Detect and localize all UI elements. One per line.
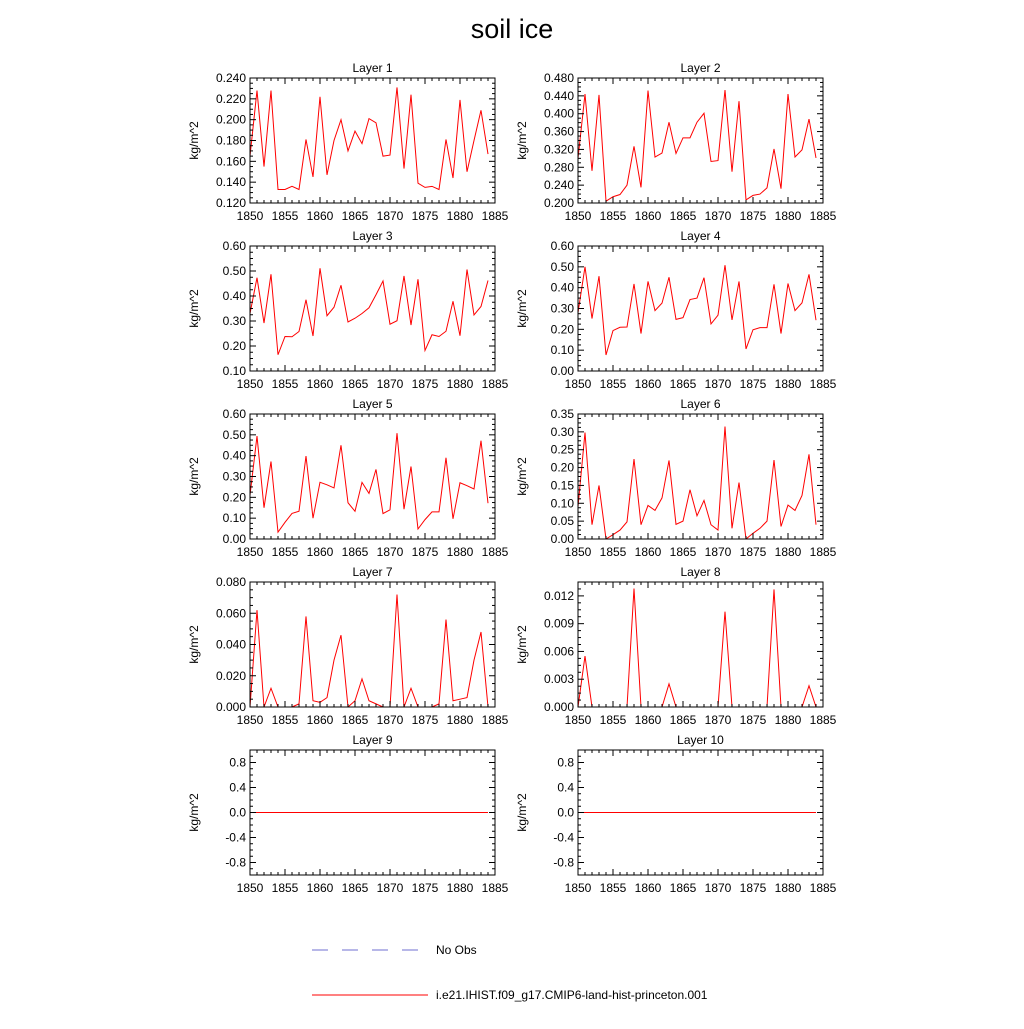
x-tick-label: 1850	[236, 881, 264, 895]
y-tick-label: 0.320	[543, 142, 574, 157]
x-tick-label: 1850	[236, 209, 264, 223]
y-tick-label: 0.003	[543, 672, 574, 687]
panel-title: Layer 10	[677, 733, 724, 747]
x-tick-label: 1870	[704, 881, 732, 895]
x-tick-label: 1880	[774, 713, 802, 727]
legend-label: i.e21.IHIST.f09_g17.CMIP6-land-hist-princeton.001	[436, 988, 708, 1002]
series-line	[578, 427, 816, 540]
y-tick-label: 0.30	[550, 301, 574, 316]
y-tick-label: 0.480	[543, 71, 574, 85]
x-tick-label: 1885	[809, 713, 837, 727]
y-tick-label: 0.10	[222, 511, 246, 526]
x-tick-label: 1860	[634, 545, 662, 559]
x-tick-label: 1855	[271, 881, 299, 895]
y-tick-label: 0.012	[543, 588, 574, 603]
series-line	[250, 595, 488, 708]
y-tick-label: 0.360	[543, 124, 574, 139]
y-tick-label: 0.00	[550, 364, 574, 378]
y-tick-label: 0.220	[215, 91, 246, 106]
y-tick-label: 0.05	[550, 514, 574, 529]
panel-1	[187, 61, 509, 223]
y-axis-label: kg/m^2	[515, 289, 529, 328]
y-tick-label: 0.60	[550, 239, 574, 253]
y-tick-label: 0.0	[229, 805, 246, 820]
y-tick-label: -0.8	[225, 855, 246, 870]
y-tick-label: 0.50	[550, 259, 574, 274]
y-tick-label: 0.40	[222, 448, 246, 463]
x-tick-label: 1860	[306, 713, 334, 727]
x-tick-label: 1880	[774, 377, 802, 391]
y-tick-label: 0.25	[550, 442, 574, 457]
y-tick-label: 0.400	[543, 106, 574, 121]
y-tick-label: 0.160	[215, 154, 246, 169]
panel-10	[515, 733, 837, 895]
x-tick-label: 1865	[341, 545, 369, 559]
x-tick-label: 1860	[634, 209, 662, 223]
x-tick-label: 1865	[341, 377, 369, 391]
x-tick-label: 1870	[376, 377, 404, 391]
x-tick-label: 1855	[271, 545, 299, 559]
x-tick-label: 1885	[809, 545, 837, 559]
plot-frame	[578, 78, 823, 203]
y-tick-label: 0.50	[222, 427, 246, 442]
plot-frame	[250, 246, 495, 371]
y-tick-label: 0.280	[543, 160, 574, 175]
y-tick-label: 0.20	[550, 460, 574, 475]
y-tick-label: -0.4	[553, 830, 574, 845]
series-line	[578, 265, 816, 355]
panel-title: Layer 8	[680, 565, 721, 579]
x-tick-label: 1855	[599, 377, 627, 391]
x-tick-label: 1850	[564, 881, 592, 895]
figure-title: soil ice	[470, 14, 554, 44]
x-tick-label: 1855	[599, 545, 627, 559]
y-tick-label: 0.10	[550, 343, 574, 358]
panel-title: Layer 2	[680, 61, 721, 75]
x-tick-label: 1855	[599, 881, 627, 895]
x-tick-label: 1875	[739, 545, 767, 559]
legend	[312, 943, 708, 1002]
panel-6	[515, 397, 837, 559]
y-tick-label: 0.8	[557, 755, 574, 770]
panel-5	[187, 397, 509, 559]
x-tick-label: 1880	[446, 545, 474, 559]
x-tick-label: 1860	[634, 713, 662, 727]
y-tick-label: 0.30	[222, 314, 246, 328]
y-tick-label: -0.8	[553, 855, 574, 870]
y-tick-label: 0.140	[215, 175, 246, 190]
y-tick-label: 0.240	[215, 71, 246, 85]
plot-frame	[250, 582, 495, 707]
x-tick-label: 1850	[564, 377, 592, 391]
x-tick-label: 1875	[739, 713, 767, 727]
x-tick-label: 1865	[341, 713, 369, 727]
x-tick-label: 1865	[341, 881, 369, 895]
x-tick-label: 1875	[411, 713, 439, 727]
y-tick-label: 0.50	[222, 264, 246, 278]
panel-4	[515, 229, 837, 391]
x-tick-label: 1850	[236, 545, 264, 559]
x-tick-label: 1860	[306, 881, 334, 895]
y-tick-label: 0.180	[215, 133, 246, 148]
series-line	[250, 433, 488, 532]
x-tick-label: 1870	[376, 881, 404, 895]
y-tick-label: 0.10	[222, 364, 246, 378]
panel-7	[187, 565, 509, 727]
y-tick-label: 0.4	[557, 780, 574, 795]
panel-title: Layer 1	[352, 61, 393, 75]
y-axis-label: kg/m^2	[187, 625, 201, 664]
x-tick-label: 1855	[271, 377, 299, 391]
y-tick-label: -0.4	[225, 830, 246, 845]
x-tick-label: 1880	[446, 377, 474, 391]
x-tick-label: 1860	[634, 881, 662, 895]
y-tick-label: 0.30	[550, 424, 574, 439]
x-tick-label: 1855	[599, 209, 627, 223]
x-tick-label: 1885	[809, 881, 837, 895]
x-tick-label: 1860	[634, 377, 662, 391]
series-line	[578, 588, 816, 707]
x-tick-label: 1870	[704, 545, 732, 559]
panel-title: Layer 5	[352, 397, 393, 411]
x-tick-label: 1870	[704, 209, 732, 223]
y-tick-label: 0.080	[215, 575, 246, 589]
x-tick-label: 1885	[481, 545, 509, 559]
y-tick-label: 0.440	[543, 88, 574, 103]
x-tick-label: 1865	[669, 713, 697, 727]
x-tick-label: 1870	[376, 713, 404, 727]
y-tick-label: 0.8	[229, 755, 246, 770]
x-tick-label: 1850	[564, 209, 592, 223]
y-axis-label: kg/m^2	[187, 793, 201, 832]
x-tick-label: 1875	[411, 545, 439, 559]
y-tick-label: 0.30	[222, 469, 246, 484]
series-line	[250, 268, 488, 355]
x-tick-label: 1865	[669, 209, 697, 223]
x-tick-label: 1885	[809, 377, 837, 391]
x-tick-label: 1865	[669, 377, 697, 391]
y-axis-label: kg/m^2	[515, 457, 529, 496]
panel-8	[515, 565, 837, 727]
x-tick-label: 1850	[236, 377, 264, 391]
x-tick-label: 1865	[669, 881, 697, 895]
y-tick-label: 0.35	[550, 407, 574, 421]
x-tick-label: 1880	[774, 545, 802, 559]
x-tick-label: 1860	[306, 545, 334, 559]
panel-title: Layer 3	[352, 229, 393, 243]
y-tick-label: 0.060	[215, 606, 246, 621]
x-tick-label: 1860	[306, 209, 334, 223]
y-tick-label: 0.0	[557, 805, 574, 820]
x-tick-label: 1875	[411, 209, 439, 223]
x-tick-label: 1870	[704, 377, 732, 391]
x-tick-label: 1880	[446, 713, 474, 727]
y-axis-label: kg/m^2	[187, 457, 201, 496]
series-line	[578, 90, 816, 201]
y-tick-label: 0.000	[215, 700, 246, 714]
y-tick-label: 0.20	[550, 322, 574, 337]
y-tick-label: 0.020	[215, 668, 246, 683]
x-tick-label: 1850	[564, 545, 592, 559]
y-tick-label: 0.60	[222, 407, 246, 421]
y-axis-label: kg/m^2	[187, 289, 201, 328]
y-tick-label: 0.40	[222, 289, 246, 303]
x-tick-label: 1885	[481, 377, 509, 391]
panel-3	[187, 229, 509, 391]
y-tick-label: 0.40	[550, 280, 574, 295]
x-tick-label: 1855	[271, 713, 299, 727]
x-tick-label: 1865	[669, 545, 697, 559]
series-line	[250, 87, 488, 189]
x-tick-label: 1875	[739, 881, 767, 895]
y-axis-label: kg/m^2	[187, 121, 201, 160]
y-tick-label: 0.006	[543, 644, 574, 659]
panel-title: Layer 7	[352, 565, 393, 579]
x-tick-label: 1880	[446, 881, 474, 895]
x-tick-label: 1850	[236, 713, 264, 727]
y-axis-label: kg/m^2	[515, 793, 529, 832]
y-tick-label: 0.20	[222, 490, 246, 505]
y-tick-label: 0.20	[222, 339, 246, 353]
x-tick-label: 1855	[271, 209, 299, 223]
y-axis-label: kg/m^2	[515, 121, 529, 160]
x-tick-label: 1880	[446, 209, 474, 223]
y-tick-label: 0.200	[215, 112, 246, 127]
x-tick-label: 1870	[376, 545, 404, 559]
x-tick-label: 1880	[774, 209, 802, 223]
x-tick-label: 1850	[564, 713, 592, 727]
y-tick-label: 0.040	[215, 637, 246, 652]
legend-label: No Obs	[436, 943, 477, 957]
x-tick-label: 1875	[739, 209, 767, 223]
y-tick-label: 0.009	[543, 616, 574, 631]
y-tick-label: 0.00	[550, 532, 574, 546]
x-tick-label: 1875	[411, 881, 439, 895]
y-axis-label: kg/m^2	[515, 625, 529, 664]
y-tick-label: 0.10	[550, 496, 574, 511]
plot-frame	[578, 246, 823, 371]
panel-9	[187, 733, 509, 895]
y-tick-label: 0.240	[543, 178, 574, 193]
panel-title: Layer 9	[352, 733, 393, 747]
y-tick-label: 0.60	[222, 239, 246, 253]
x-tick-label: 1885	[809, 209, 837, 223]
y-tick-label: 0.120	[215, 196, 246, 210]
plot-frame	[250, 78, 495, 203]
panel-title: Layer 6	[680, 397, 721, 411]
x-tick-label: 1870	[704, 713, 732, 727]
x-tick-label: 1875	[411, 377, 439, 391]
x-tick-label: 1885	[481, 209, 509, 223]
x-tick-label: 1875	[739, 377, 767, 391]
x-tick-label: 1865	[341, 209, 369, 223]
y-tick-label: 0.15	[550, 478, 574, 493]
x-tick-label: 1860	[306, 377, 334, 391]
y-tick-label: 0.4	[229, 780, 246, 795]
x-tick-label: 1870	[376, 209, 404, 223]
plot-frame	[578, 582, 823, 707]
y-tick-label: 0.000	[543, 700, 574, 714]
x-tick-label: 1880	[774, 881, 802, 895]
y-tick-label: 0.200	[543, 196, 574, 210]
panel-title: Layer 4	[680, 229, 721, 243]
y-tick-label: 0.00	[222, 532, 246, 546]
x-tick-label: 1855	[599, 713, 627, 727]
x-tick-label: 1885	[481, 713, 509, 727]
x-tick-label: 1885	[481, 881, 509, 895]
panel-2	[515, 61, 837, 223]
plot-frame	[578, 414, 823, 539]
